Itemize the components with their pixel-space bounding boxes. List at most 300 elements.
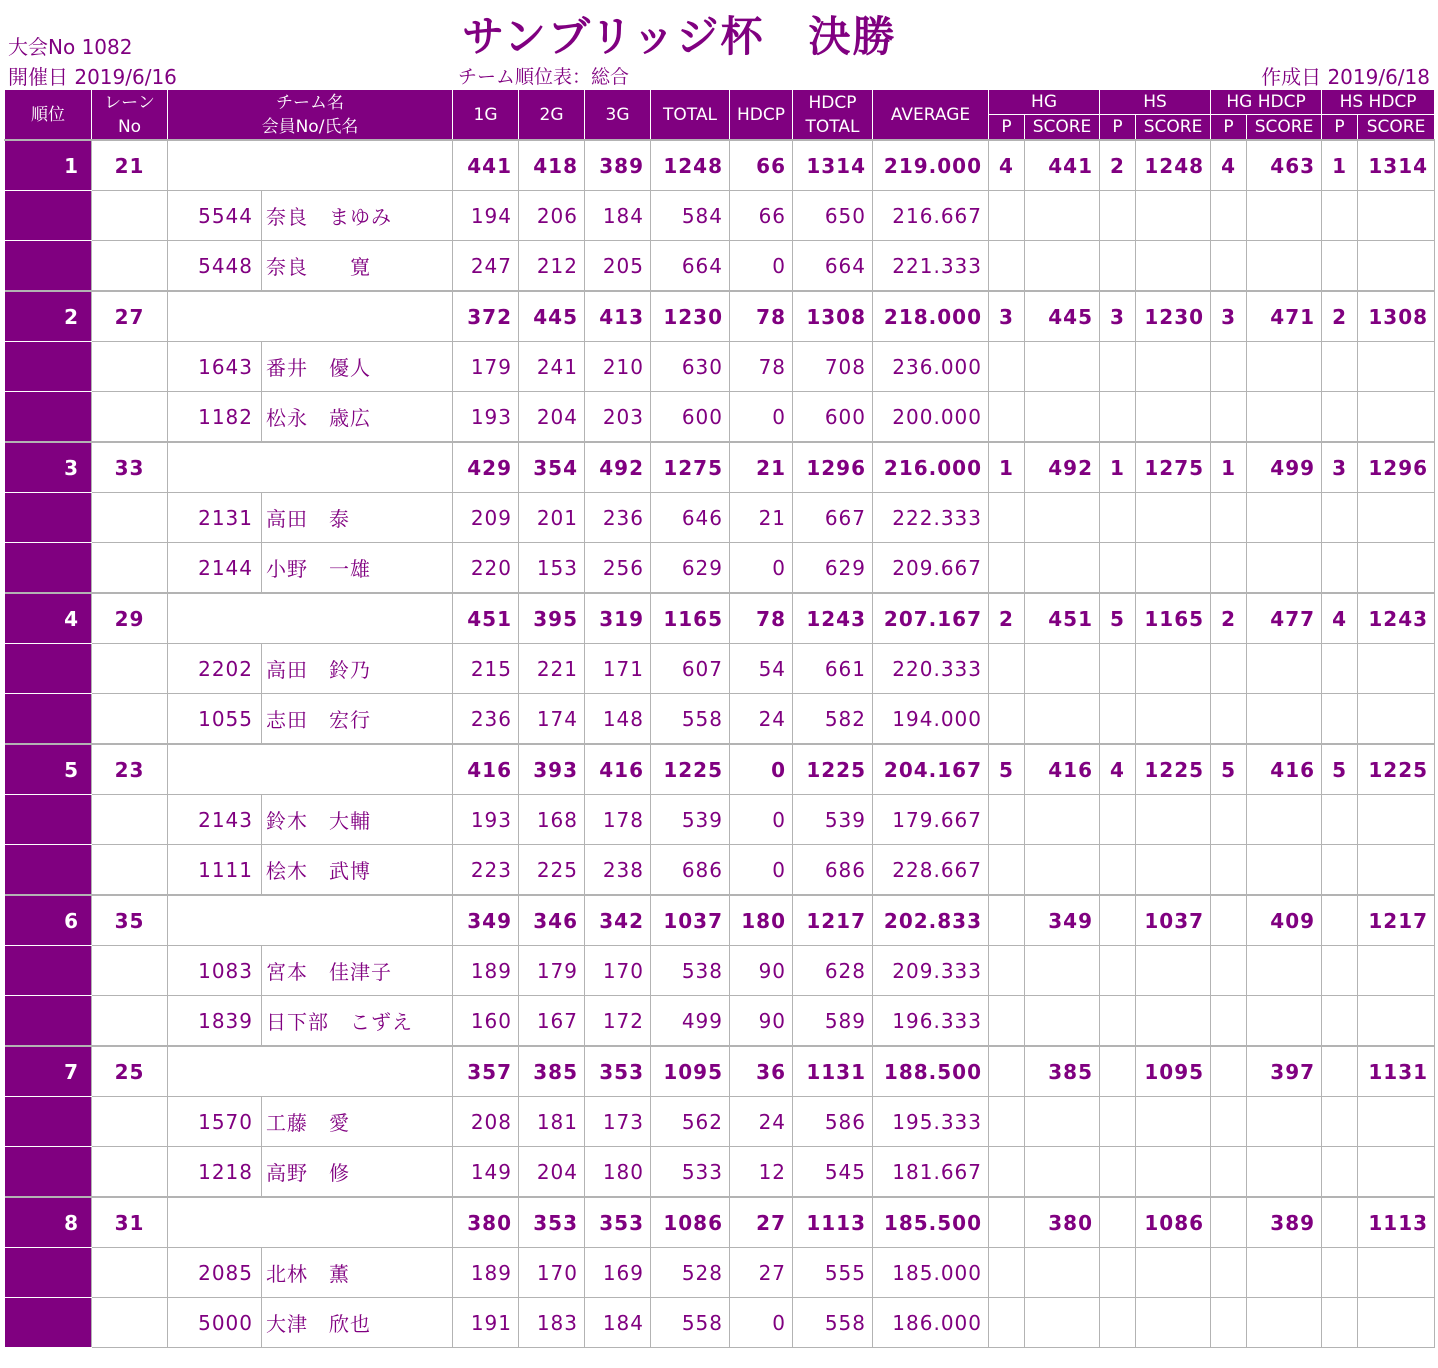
cell-g3: 389 [585,140,651,191]
cell-hg-score: 451 [1025,593,1100,644]
cell-empty [989,1248,1025,1298]
cell-empty [1211,493,1247,543]
cell-hdcp-total: 667 [793,493,873,543]
held-date-label: 開催日 [8,65,68,89]
cell-empty [1211,644,1247,694]
cell-g1: 189 [453,1248,519,1298]
rank-cell-empty [5,996,92,1047]
cell-g2: 201 [519,493,585,543]
member-row [5,1248,1435,1298]
member-row [5,241,1435,292]
member-row [5,543,1435,594]
rank-cell-empty [5,543,92,594]
cell-empty [1322,191,1358,241]
cell-empty [1100,1147,1136,1198]
cell-empty [1211,996,1247,1047]
cell-empty [1100,191,1136,241]
lane-cell: 33 [92,442,168,493]
col-team [168,90,453,141]
cell-empty [1100,795,1136,845]
cell-hdcp: 66 [730,191,793,241]
cell-g3: 319 [585,593,651,644]
cell-total: 1165 [651,593,730,644]
member-row [5,694,1435,745]
cell-g1: 380 [453,1197,519,1248]
cell-g2: 174 [519,694,585,745]
cell-g2: 183 [519,1298,585,1348]
col-hsh-p: P [1322,115,1358,141]
col-team-line2: 会員No/氏名 [261,116,359,137]
page-subtitle: チーム順位表：総合 [458,66,630,88]
col-g3: 3G [585,90,651,141]
cell-hdcp-total: 1217 [793,895,873,946]
cell-empty [1211,543,1247,594]
cell-empty [1247,1147,1322,1198]
cell-empty [1025,241,1100,292]
cell-empty [1136,1298,1211,1348]
cell-hdcp-total: 1131 [793,1046,873,1097]
cell-hs-score: 1165 [1136,593,1211,644]
rank-cell-empty [5,1248,92,1298]
lane-cell-empty [92,845,168,896]
team-name-cell [168,744,453,795]
cell-g1: 215 [453,644,519,694]
cell-hdcp-total: 1113 [793,1197,873,1248]
cell-average: 216.667 [873,191,989,241]
cell-empty [1322,795,1358,845]
cell-average: 188.500 [873,1046,989,1097]
cell-empty [1100,1298,1136,1348]
col-hg-hdcp: HG HDCP [1211,90,1322,115]
cell-hsh-score: 1314 [1358,140,1435,191]
lane-cell-empty [92,1298,168,1348]
cell-empty [1358,1298,1435,1348]
cell-hdcp: 180 [730,895,793,946]
cell-empty [1025,1298,1100,1348]
cell-empty [1358,694,1435,745]
member-name: 奈良 寛 [262,241,453,292]
cell-empty [1136,845,1211,896]
cell-empty [1211,694,1247,745]
cell-average: 209.667 [873,543,989,594]
cell-hg-p: 3 [989,291,1025,342]
col-hdcp: HDCP [730,90,793,141]
cell-hdcp-total: 686 [793,845,873,896]
cell-g3: 173 [585,1097,651,1147]
member-name: 工藤 愛 [262,1097,453,1147]
cell-empty [1100,996,1136,1047]
cell-total: 630 [651,342,730,392]
cell-empty [1025,493,1100,543]
cell-total: 1248 [651,140,730,191]
cell-average: 185.500 [873,1197,989,1248]
cell-empty [1136,1097,1211,1147]
cell-empty [1211,845,1247,896]
cell-empty [1358,543,1435,594]
col-hgh-p: P [1211,115,1247,141]
col-g1: 1G [453,90,519,141]
standings-table [4,89,1435,1348]
cell-empty [1322,493,1358,543]
cell-hdcp: 78 [730,593,793,644]
cell-g3: 205 [585,241,651,292]
member-row [5,1147,1435,1198]
cell-total: 558 [651,694,730,745]
rank-cell-empty [5,241,92,292]
cell-empty [1025,644,1100,694]
cell-hdcp: 36 [730,1046,793,1097]
cell-hs-score: 1248 [1136,140,1211,191]
cell-average: 220.333 [873,644,989,694]
cell-empty [1025,845,1100,896]
tournament-number [8,31,132,60]
cell-hsh-p [1322,1197,1358,1248]
rank-cell-empty [5,946,92,996]
lane-cell: 21 [92,140,168,191]
created-date-label: 作成日 [1261,65,1322,89]
rank-cell: 1 [5,140,92,191]
team-row [5,593,1435,644]
cell-empty [1247,392,1322,443]
cell-hsh-p: 5 [1322,744,1358,795]
cell-empty [1358,342,1435,392]
cell-g2: 418 [519,140,585,191]
member-row [5,392,1435,443]
col-average: AVERAGE [873,90,989,141]
rank-cell: 8 [5,1197,92,1248]
cell-total: 607 [651,644,730,694]
team-row [5,140,1435,191]
cell-empty [1025,1097,1100,1147]
cell-empty [1211,342,1247,392]
cell-empty [1025,996,1100,1047]
cell-empty [989,241,1025,292]
cell-empty [1025,191,1100,241]
cell-empty [989,946,1025,996]
cell-empty [1358,392,1435,443]
cell-hdcp-total: 555 [793,1248,873,1298]
cell-hs-score: 1095 [1136,1046,1211,1097]
cell-hdcp: 54 [730,644,793,694]
cell-hs-score: 1225 [1136,744,1211,795]
team-row [5,744,1435,795]
cell-empty [1211,1248,1247,1298]
cell-empty [1025,795,1100,845]
team-name-cell [168,442,453,493]
cell-total: 538 [651,946,730,996]
created-date [1261,61,1430,90]
cell-empty [1247,694,1322,745]
cell-empty [1247,342,1322,392]
member-number: 2085 [168,1248,262,1298]
lane-cell: 31 [92,1197,168,1248]
cell-empty [1322,1298,1358,1348]
member-number: 2143 [168,795,262,845]
cell-hg-score: 416 [1025,744,1100,795]
cell-average: 209.333 [873,946,989,996]
cell-empty [1136,392,1211,443]
cell-hsh-score: 1113 [1358,1197,1435,1248]
cell-hdcp-total: 664 [793,241,873,292]
member-name: 桧木 武博 [262,845,453,896]
cell-g3: 203 [585,392,651,443]
cell-hs-score: 1086 [1136,1197,1211,1248]
cell-g2: 353 [519,1197,585,1248]
cell-hsh-score: 1296 [1358,442,1435,493]
cell-hdcp: 0 [730,543,793,594]
cell-hgh-score: 397 [1247,1046,1322,1097]
cell-empty [1025,543,1100,594]
cell-empty [1136,795,1211,845]
cell-empty [1211,392,1247,443]
cell-empty [989,996,1025,1047]
tournament-number-label: 大会No [8,35,76,59]
cell-empty [1322,342,1358,392]
cell-hsh-p: 4 [1322,593,1358,644]
cell-hdcp-total: 629 [793,543,873,594]
cell-hdcp-total: 600 [793,392,873,443]
team-name-cell [168,291,453,342]
cell-empty [1025,946,1100,996]
cell-hdcp: 12 [730,1147,793,1198]
cell-average: 181.667 [873,1147,989,1198]
cell-empty [1247,1097,1322,1147]
cell-hdcp-total: 1314 [793,140,873,191]
cell-hgh-p: 2 [1211,593,1247,644]
cell-g1: 223 [453,845,519,896]
col-hs-hdcp: HS HDCP [1322,90,1435,115]
cell-empty [1358,996,1435,1047]
cell-hgh-p [1211,1197,1247,1248]
cell-empty [1100,543,1136,594]
cell-empty [1247,191,1322,241]
member-number: 2202 [168,644,262,694]
rank-cell-empty [5,342,92,392]
rank-cell: 2 [5,291,92,342]
cell-hg-p [989,1197,1025,1248]
member-row [5,1298,1435,1348]
col-hs-score: SCORE [1136,115,1211,141]
cell-hdcp: 21 [730,442,793,493]
cell-empty [989,1298,1025,1348]
cell-empty [1247,996,1322,1047]
member-row [5,795,1435,845]
cell-empty [989,644,1025,694]
cell-g2: 153 [519,543,585,594]
cell-empty [1358,1147,1435,1198]
cell-empty [1247,241,1322,292]
col-hdcp-total [793,90,873,141]
cell-g2: 212 [519,241,585,292]
cell-g1: 441 [453,140,519,191]
cell-hsh-p: 1 [1322,140,1358,191]
member-name: 宮本 佳津子 [262,946,453,996]
cell-g1: 193 [453,795,519,845]
cell-empty [989,191,1025,241]
cell-empty [989,342,1025,392]
rank-cell-empty [5,1147,92,1198]
col-g2: 2G [519,90,585,141]
member-number: 1055 [168,694,262,745]
lane-cell-empty [92,543,168,594]
cell-hgh-p: 1 [1211,442,1247,493]
col-hg: HG [989,90,1100,115]
cell-total: 499 [651,996,730,1047]
cell-g1: 149 [453,1147,519,1198]
cell-hsh-p: 3 [1322,442,1358,493]
lane-cell-empty [92,644,168,694]
cell-hdcp-total: 1225 [793,744,873,795]
cell-empty [1322,694,1358,745]
cell-hgh-score: 499 [1247,442,1322,493]
cell-hdcp: 0 [730,241,793,292]
cell-hg-score: 492 [1025,442,1100,493]
member-name: 松永 歳広 [262,392,453,443]
cell-g3: 342 [585,895,651,946]
cell-total: 584 [651,191,730,241]
rank-cell-empty [5,1097,92,1147]
cell-g3: 184 [585,1298,651,1348]
member-row [5,342,1435,392]
cell-g3: 210 [585,342,651,392]
cell-g2: 385 [519,1046,585,1097]
cell-g3: 492 [585,442,651,493]
member-number: 1111 [168,845,262,896]
cell-total: 1275 [651,442,730,493]
cell-empty [1100,1248,1136,1298]
cell-g3: 236 [585,493,651,543]
cell-empty [1025,392,1100,443]
cell-empty [1322,392,1358,443]
cell-g3: 413 [585,291,651,342]
cell-g1: 349 [453,895,519,946]
cell-empty [1136,241,1211,292]
rank-cell: 5 [5,744,92,795]
cell-total: 558 [651,1298,730,1348]
cell-hs-p: 2 [1100,140,1136,191]
cell-empty [1211,946,1247,996]
cell-total: 686 [651,845,730,896]
member-name: 日下部 こずえ [262,996,453,1047]
cell-empty [1247,493,1322,543]
cell-hs-p: 5 [1100,593,1136,644]
rank-cell: 6 [5,895,92,946]
cell-hs-p [1100,1046,1136,1097]
cell-g2: 167 [519,996,585,1047]
cell-g2: 225 [519,845,585,896]
cell-g2: 221 [519,644,585,694]
cell-g3: 353 [585,1197,651,1248]
col-hdcp-total-line2: TOTAL [805,116,860,137]
cell-empty [1136,996,1211,1047]
cell-g2: 206 [519,191,585,241]
cell-empty [1247,543,1322,594]
cell-empty [1358,1097,1435,1147]
cell-g3: 178 [585,795,651,845]
cell-g3: 184 [585,191,651,241]
cell-hs-p [1100,895,1136,946]
cell-hgh-score: 409 [1247,895,1322,946]
cell-hdcp-total: 589 [793,996,873,1047]
col-hgh-score: SCORE [1247,115,1322,141]
tournament-number-value: 1082 [81,35,133,59]
member-number: 5448 [168,241,262,292]
cell-hdcp: 0 [730,845,793,896]
cell-empty [1247,795,1322,845]
cell-average: 219.000 [873,140,989,191]
team-row [5,291,1435,342]
lane-cell: 35 [92,895,168,946]
team-name-cell [168,1046,453,1097]
cell-empty [1322,644,1358,694]
cell-g2: 395 [519,593,585,644]
lane-cell-empty [92,1147,168,1198]
cell-g1: 372 [453,291,519,342]
cell-empty [1211,241,1247,292]
cell-g1: 220 [453,543,519,594]
lane-cell-empty [92,795,168,845]
member-name: 奈良 まゆみ [262,191,453,241]
cell-empty [989,795,1025,845]
cell-hgh-p [1211,895,1247,946]
cell-empty [1322,1248,1358,1298]
cell-empty [1136,543,1211,594]
cell-g3: 171 [585,644,651,694]
held-date-value: 2019/6/16 [74,65,177,89]
member-number: 5544 [168,191,262,241]
cell-hdcp: 24 [730,694,793,745]
member-row [5,996,1435,1047]
cell-hdcp: 78 [730,291,793,342]
member-name: 大津 欣也 [262,1298,453,1348]
cell-hdcp: 66 [730,140,793,191]
cell-hg-p [989,895,1025,946]
cell-total: 629 [651,543,730,594]
cell-hgh-p: 3 [1211,291,1247,342]
member-name: 番井 優人 [262,342,453,392]
cell-total: 664 [651,241,730,292]
cell-hdcp: 27 [730,1248,793,1298]
cell-hdcp: 90 [730,996,793,1047]
col-hs-p: P [1100,115,1136,141]
cell-hs-p: 3 [1100,291,1136,342]
col-hg-score: SCORE [1025,115,1100,141]
cell-hgh-p [1211,1046,1247,1097]
col-hs: HS [1100,90,1211,115]
member-row [5,946,1435,996]
col-hdcp-total-line1: HDCP [808,92,857,113]
created-date-value: 2019/6/18 [1327,65,1430,89]
team-name-cell [168,895,453,946]
cell-g1: 193 [453,392,519,443]
rank-cell-empty [5,1298,92,1348]
cell-empty [1247,1248,1322,1298]
cell-hsh-score: 1308 [1358,291,1435,342]
cell-average: 186.000 [873,1298,989,1348]
cell-g3: 170 [585,946,651,996]
cell-empty [1025,694,1100,745]
cell-average: 202.833 [873,895,989,946]
cell-g3: 256 [585,543,651,594]
cell-g2: 179 [519,946,585,996]
cell-total: 533 [651,1147,730,1198]
rank-cell-empty [5,644,92,694]
cell-average: 194.000 [873,694,989,745]
cell-g3: 353 [585,1046,651,1097]
cell-average: 207.167 [873,593,989,644]
cell-hg-p [989,1046,1025,1097]
cell-hgh-score: 477 [1247,593,1322,644]
